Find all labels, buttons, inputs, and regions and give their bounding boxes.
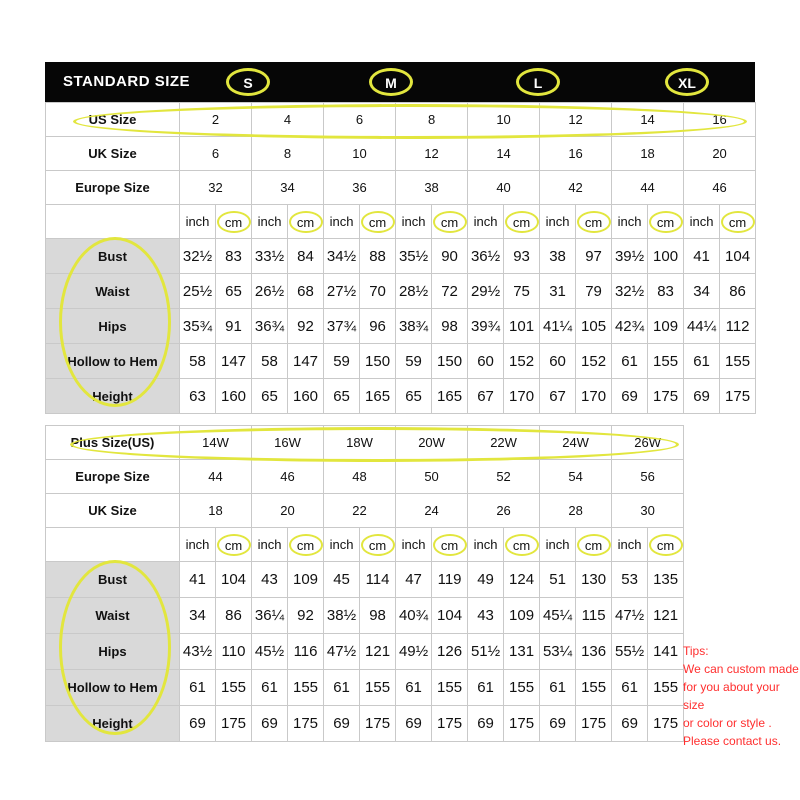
measurement-inch-value: 53 bbox=[612, 562, 648, 598]
measurement-inch-value: 35½ bbox=[396, 239, 432, 274]
measurement-cm-value: 126 bbox=[432, 634, 468, 670]
size-value-cell: 2 bbox=[180, 103, 252, 137]
size-value-cell: 54 bbox=[540, 460, 612, 494]
size-value-cell: 32 bbox=[180, 171, 252, 205]
measurement-inch-value: 43½ bbox=[180, 634, 216, 670]
plus-size-table bbox=[45, 425, 684, 742]
standard-size-header-bar bbox=[45, 62, 755, 102]
measurement-cm-value: 155 bbox=[648, 344, 684, 379]
measurement-inch-value: 60 bbox=[540, 344, 576, 379]
size-row bbox=[46, 137, 756, 171]
measurement-label: Hollow to Hem bbox=[46, 670, 180, 706]
size-row-label: Plus Size(US) bbox=[46, 426, 180, 460]
measurement-inch-value: 67 bbox=[540, 379, 576, 414]
measurement-cm-value: 160 bbox=[216, 379, 252, 414]
size-letter-xl-highlight: XL bbox=[665, 68, 709, 96]
cm-unit-highlight: cm bbox=[289, 534, 323, 556]
measurement-row bbox=[46, 379, 756, 414]
measurement-label: Hollow to Hem bbox=[46, 344, 180, 379]
measurement-cm-value: 86 bbox=[216, 598, 252, 634]
measurement-inch-value: 40¾ bbox=[396, 598, 432, 634]
measurement-inch-value: 61 bbox=[396, 670, 432, 706]
measurement-label: Hips bbox=[46, 309, 180, 344]
measurement-inch-value: 37¾ bbox=[324, 309, 360, 344]
measurement-inch-value: 59 bbox=[324, 344, 360, 379]
measurement-inch-value: 43 bbox=[468, 598, 504, 634]
measurement-cm-value: 68 bbox=[288, 274, 324, 309]
cm-unit-highlight: cm bbox=[577, 534, 611, 556]
measurement-inch-value: 32½ bbox=[180, 239, 216, 274]
standard-size-table bbox=[45, 102, 756, 414]
measurement-cm-value: 98 bbox=[432, 309, 468, 344]
size-value-cell: 24W bbox=[540, 426, 612, 460]
size-value-cell: 46 bbox=[684, 171, 756, 205]
measurement-inch-value: 28½ bbox=[396, 274, 432, 309]
size-value-cell: 46 bbox=[252, 460, 324, 494]
size-row bbox=[46, 171, 756, 205]
measurement-cm-value: 112 bbox=[720, 309, 756, 344]
cm-unit-highlight: cm bbox=[361, 534, 395, 556]
measurement-inch-value: 61 bbox=[612, 344, 648, 379]
measurement-inch-value: 44¼ bbox=[684, 309, 720, 344]
size-value-cell: 14 bbox=[612, 103, 684, 137]
measurement-cm-value: 84 bbox=[288, 239, 324, 274]
size-value-cell: 4 bbox=[252, 103, 324, 137]
measurement-cm-value: 115 bbox=[576, 598, 612, 634]
measurement-cm-value: 90 bbox=[432, 239, 468, 274]
tips-line: We can custom made bbox=[683, 662, 799, 676]
plus-size-table-section bbox=[45, 425, 683, 742]
measurement-inch-value: 33½ bbox=[252, 239, 288, 274]
measurement-cm-value: 165 bbox=[360, 379, 396, 414]
measurement-cm-value: 175 bbox=[648, 379, 684, 414]
measurement-inch-value: 34 bbox=[684, 274, 720, 309]
size-row bbox=[46, 426, 684, 460]
tips-note bbox=[683, 642, 800, 750]
measurement-row bbox=[46, 670, 684, 706]
inch-unit-cell: inch bbox=[468, 205, 504, 239]
measurement-inch-value: 38 bbox=[540, 239, 576, 274]
measurement-cm-value: 175 bbox=[504, 706, 540, 742]
measurement-inch-value: 43 bbox=[252, 562, 288, 598]
inch-unit-cell: inch bbox=[612, 528, 648, 562]
measurement-inch-value: 53¼ bbox=[540, 634, 576, 670]
cm-unit-cell bbox=[360, 205, 396, 239]
measurement-cm-value: 121 bbox=[648, 598, 684, 634]
measurement-inch-value: 61 bbox=[612, 670, 648, 706]
measurement-inch-value: 61 bbox=[540, 670, 576, 706]
cm-unit-highlight: cm bbox=[649, 211, 683, 233]
measurement-cm-value: 116 bbox=[288, 634, 324, 670]
measurement-inch-value: 39¾ bbox=[468, 309, 504, 344]
measurement-cm-value: 155 bbox=[216, 670, 252, 706]
size-value-cell: 20 bbox=[684, 137, 756, 171]
inch-unit-cell: inch bbox=[396, 528, 432, 562]
size-value-cell: 8 bbox=[396, 103, 468, 137]
measurement-cm-value: 170 bbox=[504, 379, 540, 414]
size-value-cell: 12 bbox=[396, 137, 468, 171]
size-value-cell: 10 bbox=[324, 137, 396, 171]
measurement-cm-value: 175 bbox=[288, 706, 324, 742]
measurement-inch-value: 61 bbox=[252, 670, 288, 706]
cm-unit-cell bbox=[648, 205, 684, 239]
measurement-cm-value: 92 bbox=[288, 309, 324, 344]
cm-unit-cell bbox=[432, 528, 468, 562]
measurement-inch-value: 36¼ bbox=[252, 598, 288, 634]
measurement-inch-value: 47½ bbox=[612, 598, 648, 634]
measurement-cm-value: 92 bbox=[288, 598, 324, 634]
measurement-label: Height bbox=[46, 379, 180, 414]
inch-unit-cell: inch bbox=[324, 205, 360, 239]
measurement-inch-value: 45¼ bbox=[540, 598, 576, 634]
measurement-label: Height bbox=[46, 706, 180, 742]
measurement-inch-value: 49 bbox=[468, 562, 504, 598]
cm-unit-cell bbox=[576, 205, 612, 239]
measurement-inch-value: 69 bbox=[612, 706, 648, 742]
measurement-inch-value: 39½ bbox=[612, 239, 648, 274]
size-value-cell: 12 bbox=[540, 103, 612, 137]
size-value-cell: 14W bbox=[180, 426, 252, 460]
measurement-inch-value: 38½ bbox=[324, 598, 360, 634]
measurement-cm-value: 121 bbox=[360, 634, 396, 670]
measurement-row bbox=[46, 598, 684, 634]
measurement-inch-value: 63 bbox=[180, 379, 216, 414]
measurement-cm-value: 110 bbox=[216, 634, 252, 670]
inch-unit-cell: inch bbox=[324, 528, 360, 562]
size-letter-s-highlight: S bbox=[226, 68, 270, 96]
size-row-label: UK Size bbox=[46, 137, 180, 171]
cm-unit-cell bbox=[216, 205, 252, 239]
cm-unit-highlight: cm bbox=[289, 211, 323, 233]
size-value-cell: 24 bbox=[396, 494, 468, 528]
measurement-inch-value: 69 bbox=[468, 706, 504, 742]
standard-size-title: STANDARD SIZE bbox=[63, 73, 191, 90]
measurement-cm-value: 104 bbox=[720, 239, 756, 274]
measurement-cm-value: 155 bbox=[360, 670, 396, 706]
measurement-inch-value: 69 bbox=[324, 706, 360, 742]
inch-unit-cell: inch bbox=[252, 205, 288, 239]
cm-unit-cell bbox=[504, 205, 540, 239]
measurement-cm-value: 155 bbox=[720, 344, 756, 379]
measurement-cm-value: 97 bbox=[576, 239, 612, 274]
measurement-cm-value: 175 bbox=[720, 379, 756, 414]
size-value-cell: 6 bbox=[324, 103, 396, 137]
measurement-inch-value: 69 bbox=[612, 379, 648, 414]
measurement-cm-value: 119 bbox=[432, 562, 468, 598]
measurement-inch-value: 61 bbox=[324, 670, 360, 706]
unit-row-blank-cell bbox=[46, 205, 180, 239]
size-value-cell: 44 bbox=[612, 171, 684, 205]
measurement-inch-value: 67 bbox=[468, 379, 504, 414]
measurement-inch-value: 65 bbox=[252, 379, 288, 414]
size-value-cell: 48 bbox=[324, 460, 396, 494]
tips-line: or color or style . bbox=[683, 716, 772, 730]
size-row-label: US Size bbox=[46, 103, 180, 137]
measurement-inch-value: 38¾ bbox=[396, 309, 432, 344]
inch-unit-cell: inch bbox=[468, 528, 504, 562]
measurement-cm-value: 136 bbox=[576, 634, 612, 670]
measurement-inch-value: 35¾ bbox=[180, 309, 216, 344]
cm-unit-cell bbox=[720, 205, 756, 239]
measurement-cm-value: 114 bbox=[360, 562, 396, 598]
size-value-cell: 50 bbox=[396, 460, 468, 494]
measurement-inch-value: 26½ bbox=[252, 274, 288, 309]
measurement-cm-value: 155 bbox=[288, 670, 324, 706]
size-row-label: UK Size bbox=[46, 494, 180, 528]
measurement-inch-value: 59 bbox=[396, 344, 432, 379]
size-value-cell: 16 bbox=[684, 103, 756, 137]
cm-unit-highlight: cm bbox=[721, 211, 755, 233]
size-row bbox=[46, 103, 756, 137]
measurement-label: Waist bbox=[46, 274, 180, 309]
cm-unit-highlight: cm bbox=[505, 534, 539, 556]
inch-unit-cell: inch bbox=[180, 528, 216, 562]
cm-unit-highlight: cm bbox=[433, 534, 467, 556]
size-value-cell: 38 bbox=[396, 171, 468, 205]
measurement-inch-value: 60 bbox=[468, 344, 504, 379]
measurement-inch-value: 65 bbox=[324, 379, 360, 414]
measurement-cm-value: 83 bbox=[648, 274, 684, 309]
size-value-cell: 26 bbox=[468, 494, 540, 528]
inch-unit-cell: inch bbox=[540, 205, 576, 239]
cm-unit-highlight: cm bbox=[433, 211, 467, 233]
measurement-inch-value: 41 bbox=[180, 562, 216, 598]
measurement-inch-value: 25½ bbox=[180, 274, 216, 309]
measurement-label: Hips bbox=[46, 634, 180, 670]
size-value-cell: 28 bbox=[540, 494, 612, 528]
measurement-inch-value: 36¾ bbox=[252, 309, 288, 344]
size-value-cell: 16 bbox=[540, 137, 612, 171]
unit-row bbox=[46, 528, 684, 562]
measurement-cm-value: 83 bbox=[216, 239, 252, 274]
measurement-cm-value: 96 bbox=[360, 309, 396, 344]
cm-unit-highlight: cm bbox=[505, 211, 539, 233]
measurement-cm-value: 175 bbox=[360, 706, 396, 742]
size-letter-l-highlight: L bbox=[516, 68, 560, 96]
unit-row bbox=[46, 205, 756, 239]
size-value-cell: 52 bbox=[468, 460, 540, 494]
measurement-cm-value: 150 bbox=[360, 344, 396, 379]
measurement-inch-value: 51½ bbox=[468, 634, 504, 670]
cm-unit-highlight: cm bbox=[649, 534, 683, 556]
size-value-cell: 30 bbox=[612, 494, 684, 528]
measurement-cm-value: 147 bbox=[288, 344, 324, 379]
measurement-cm-value: 104 bbox=[216, 562, 252, 598]
size-value-cell: 18 bbox=[612, 137, 684, 171]
measurement-inch-value: 49½ bbox=[396, 634, 432, 670]
size-value-cell: 10 bbox=[468, 103, 540, 137]
measurement-inch-value: 69 bbox=[540, 706, 576, 742]
cm-unit-cell bbox=[216, 528, 252, 562]
measurement-cm-value: 160 bbox=[288, 379, 324, 414]
measurement-cm-value: 70 bbox=[360, 274, 396, 309]
measurement-cm-value: 79 bbox=[576, 274, 612, 309]
measurement-cm-value: 155 bbox=[432, 670, 468, 706]
measurement-inch-value: 58 bbox=[180, 344, 216, 379]
measurement-inch-value: 27½ bbox=[324, 274, 360, 309]
measurement-row bbox=[46, 706, 684, 742]
cm-unit-cell bbox=[648, 528, 684, 562]
measurement-inch-value: 69 bbox=[180, 706, 216, 742]
size-value-cell: 42 bbox=[540, 171, 612, 205]
measurement-cm-value: 86 bbox=[720, 274, 756, 309]
measurement-label: Waist bbox=[46, 598, 180, 634]
cm-unit-cell bbox=[504, 528, 540, 562]
measurement-cm-value: 101 bbox=[504, 309, 540, 344]
measurement-inch-value: 34 bbox=[180, 598, 216, 634]
measurement-row bbox=[46, 274, 756, 309]
measurement-cm-value: 109 bbox=[648, 309, 684, 344]
measurement-cm-value: 65 bbox=[216, 274, 252, 309]
measurement-row bbox=[46, 309, 756, 344]
size-value-cell: 18W bbox=[324, 426, 396, 460]
measurement-inch-value: 29½ bbox=[468, 274, 504, 309]
measurement-cm-value: 109 bbox=[504, 598, 540, 634]
measurement-cm-value: 75 bbox=[504, 274, 540, 309]
size-value-cell: 44 bbox=[180, 460, 252, 494]
measurement-cm-value: 175 bbox=[216, 706, 252, 742]
cm-unit-cell bbox=[288, 528, 324, 562]
size-row-label: Europe Size bbox=[46, 460, 180, 494]
size-value-cell: 14 bbox=[468, 137, 540, 171]
measurement-inch-value: 41¼ bbox=[540, 309, 576, 344]
measurement-inch-value: 61 bbox=[180, 670, 216, 706]
inch-unit-cell: inch bbox=[252, 528, 288, 562]
size-value-cell: 22 bbox=[324, 494, 396, 528]
cm-unit-cell bbox=[360, 528, 396, 562]
measurement-inch-value: 61 bbox=[468, 670, 504, 706]
measurement-inch-value: 69 bbox=[396, 706, 432, 742]
measurement-cm-value: 141 bbox=[648, 634, 684, 670]
inch-unit-cell: inch bbox=[540, 528, 576, 562]
inch-unit-cell: inch bbox=[684, 205, 720, 239]
measurement-inch-value: 45 bbox=[324, 562, 360, 598]
size-value-cell: 20 bbox=[252, 494, 324, 528]
measurement-cm-value: 98 bbox=[360, 598, 396, 634]
measurement-inch-value: 45½ bbox=[252, 634, 288, 670]
size-value-cell: 8 bbox=[252, 137, 324, 171]
measurement-cm-value: 155 bbox=[648, 670, 684, 706]
measurement-inch-value: 31 bbox=[540, 274, 576, 309]
measurement-cm-value: 165 bbox=[432, 379, 468, 414]
size-value-cell: 20W bbox=[396, 426, 468, 460]
size-value-cell: 56 bbox=[612, 460, 684, 494]
measurement-cm-value: 130 bbox=[576, 562, 612, 598]
measurement-cm-value: 109 bbox=[288, 562, 324, 598]
measurement-inch-value: 47 bbox=[396, 562, 432, 598]
cm-unit-highlight: cm bbox=[577, 211, 611, 233]
measurement-cm-value: 175 bbox=[576, 706, 612, 742]
measurement-inch-value: 34½ bbox=[324, 239, 360, 274]
size-value-cell: 16W bbox=[252, 426, 324, 460]
measurement-cm-value: 147 bbox=[216, 344, 252, 379]
cm-unit-cell bbox=[432, 205, 468, 239]
measurement-inch-value: 69 bbox=[684, 379, 720, 414]
measurement-cm-value: 88 bbox=[360, 239, 396, 274]
size-letter-m-highlight: M bbox=[369, 68, 413, 96]
inch-unit-cell: inch bbox=[612, 205, 648, 239]
measurement-cm-value: 131 bbox=[504, 634, 540, 670]
cm-unit-highlight: cm bbox=[361, 211, 395, 233]
measurement-cm-value: 155 bbox=[576, 670, 612, 706]
measurement-row bbox=[46, 344, 756, 379]
tips-line: for you about your size bbox=[683, 680, 780, 712]
measurement-inch-value: 69 bbox=[252, 706, 288, 742]
size-value-cell: 34 bbox=[252, 171, 324, 205]
measurement-cm-value: 124 bbox=[504, 562, 540, 598]
measurement-cm-value: 175 bbox=[648, 706, 684, 742]
unit-row-blank-cell bbox=[46, 528, 180, 562]
measurement-cm-value: 152 bbox=[576, 344, 612, 379]
measurement-cm-value: 93 bbox=[504, 239, 540, 274]
inch-unit-cell: inch bbox=[180, 205, 216, 239]
size-row-label: Europe Size bbox=[46, 171, 180, 205]
measurement-label: Bust bbox=[46, 239, 180, 274]
measurement-inch-value: 65 bbox=[396, 379, 432, 414]
inch-unit-cell: inch bbox=[396, 205, 432, 239]
cm-unit-highlight: cm bbox=[217, 534, 251, 556]
cm-unit-cell bbox=[576, 528, 612, 562]
tips-title: Tips: bbox=[683, 644, 709, 658]
size-value-cell: 6 bbox=[180, 137, 252, 171]
size-value-cell: 22W bbox=[468, 426, 540, 460]
size-value-cell: 18 bbox=[180, 494, 252, 528]
measurement-inch-value: 42¾ bbox=[612, 309, 648, 344]
size-value-cell: 36 bbox=[324, 171, 396, 205]
measurement-row bbox=[46, 562, 684, 598]
measurement-cm-value: 155 bbox=[504, 670, 540, 706]
measurement-cm-value: 170 bbox=[576, 379, 612, 414]
size-row bbox=[46, 494, 684, 528]
measurement-label: Bust bbox=[46, 562, 180, 598]
measurement-cm-value: 135 bbox=[648, 562, 684, 598]
measurement-inch-value: 55½ bbox=[612, 634, 648, 670]
measurement-row bbox=[46, 239, 756, 274]
measurement-inch-value: 32½ bbox=[612, 274, 648, 309]
measurement-inch-value: 58 bbox=[252, 344, 288, 379]
size-value-cell: 26W bbox=[612, 426, 684, 460]
measurement-cm-value: 100 bbox=[648, 239, 684, 274]
measurement-cm-value: 150 bbox=[432, 344, 468, 379]
tips-line: Please contact us. bbox=[683, 734, 782, 748]
measurement-inch-value: 51 bbox=[540, 562, 576, 598]
size-row bbox=[46, 460, 684, 494]
size-value-cell: 40 bbox=[468, 171, 540, 205]
measurement-inch-value: 61 bbox=[684, 344, 720, 379]
measurement-cm-value: 104 bbox=[432, 598, 468, 634]
standard-size-table-section bbox=[45, 62, 755, 414]
measurement-cm-value: 72 bbox=[432, 274, 468, 309]
measurement-cm-value: 105 bbox=[576, 309, 612, 344]
cm-unit-cell bbox=[288, 205, 324, 239]
cm-unit-highlight: cm bbox=[217, 211, 251, 233]
measurement-row bbox=[46, 634, 684, 670]
measurement-cm-value: 175 bbox=[432, 706, 468, 742]
measurement-cm-value: 152 bbox=[504, 344, 540, 379]
measurement-inch-value: 36½ bbox=[468, 239, 504, 274]
measurement-inch-value: 47½ bbox=[324, 634, 360, 670]
measurement-inch-value: 41 bbox=[684, 239, 720, 274]
measurement-cm-value: 91 bbox=[216, 309, 252, 344]
